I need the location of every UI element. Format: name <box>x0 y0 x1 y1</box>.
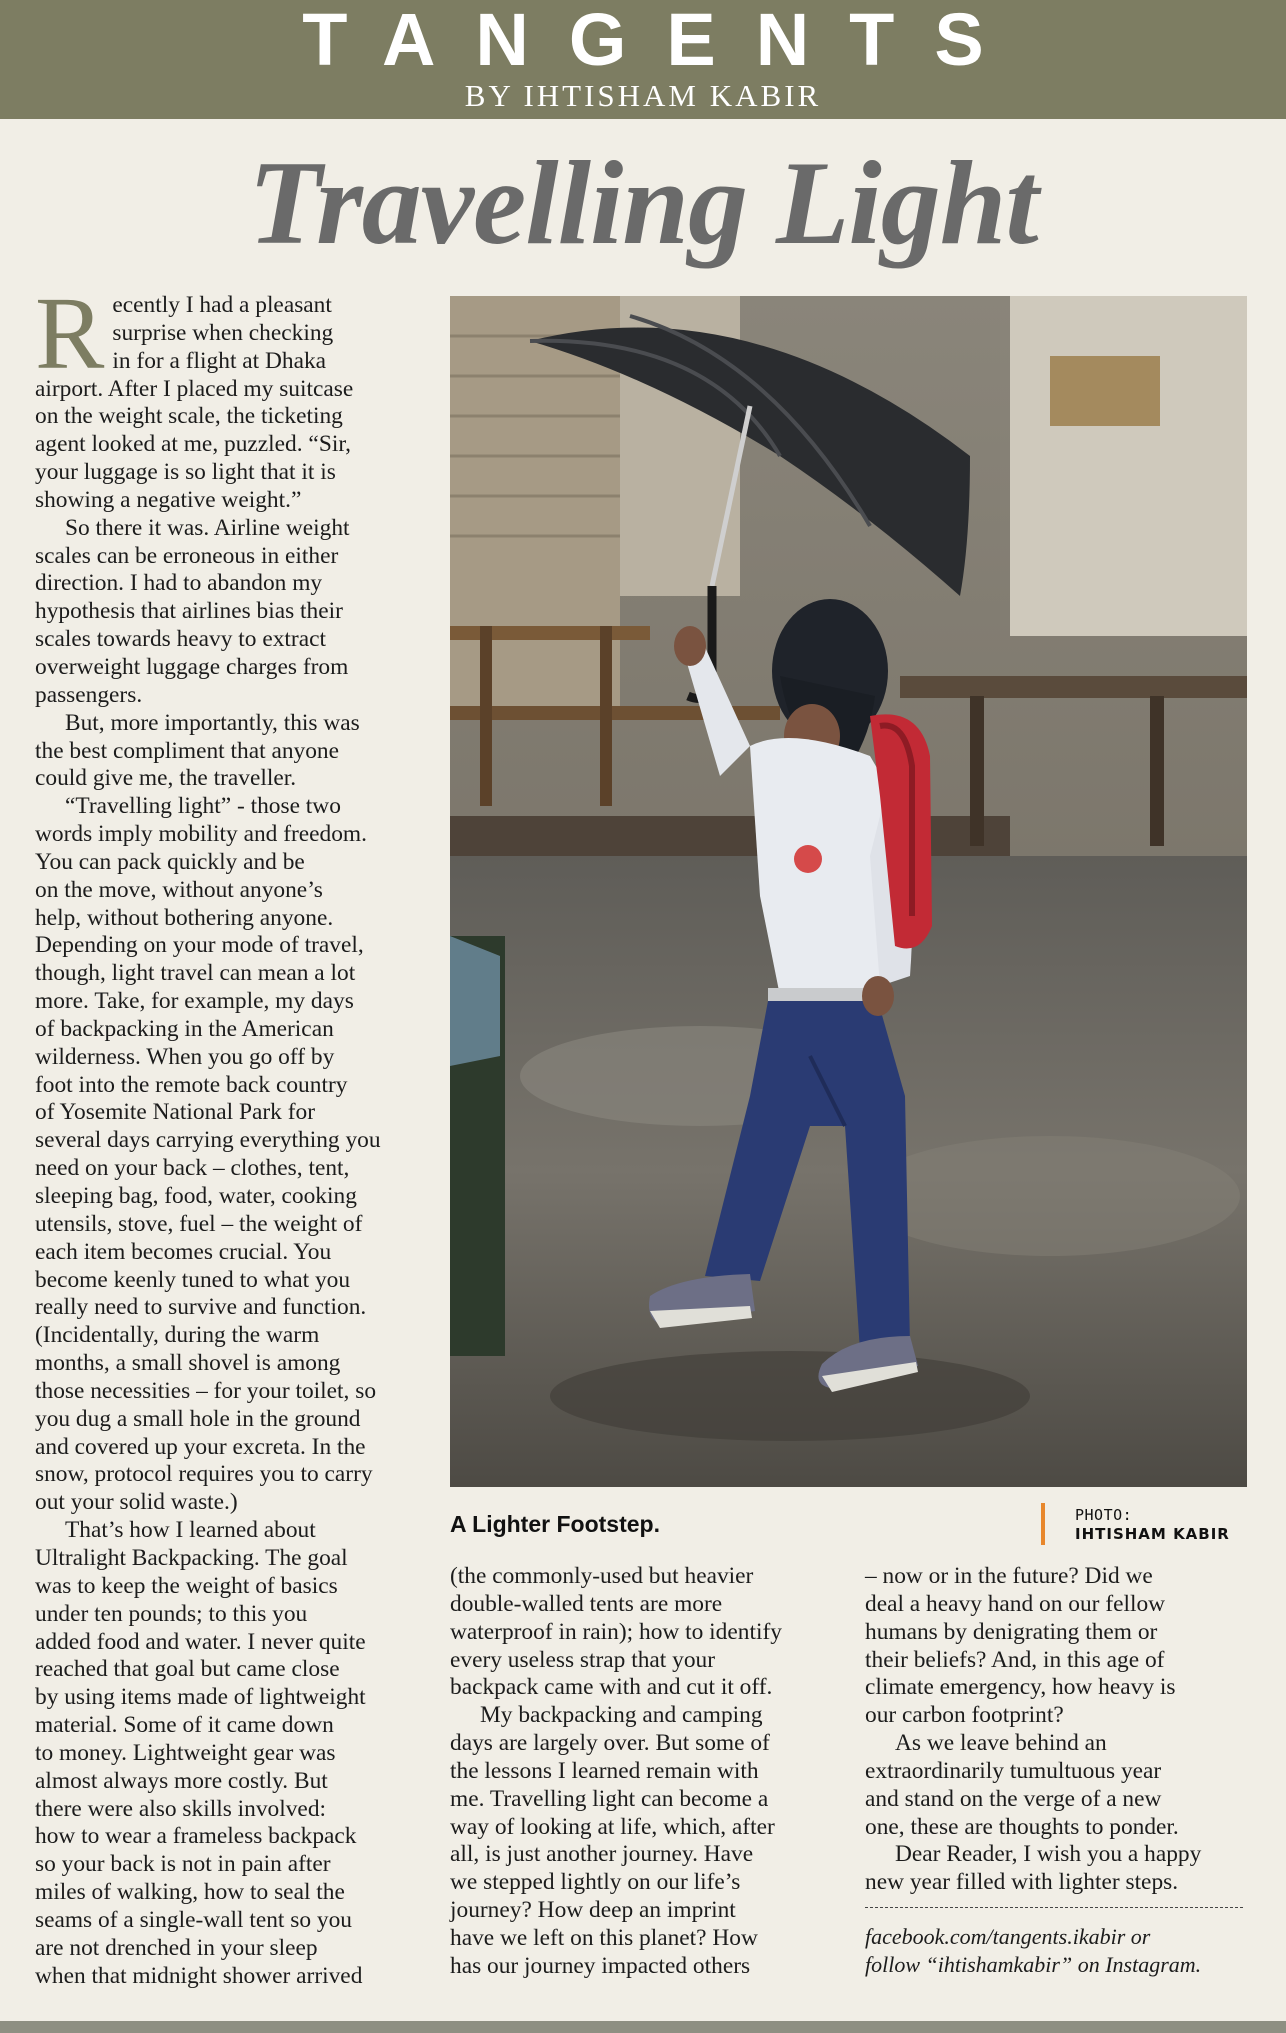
article-headline: Travelling Light <box>248 136 1038 269</box>
text-line: (Incidentally, during the warm <box>35 1322 320 1349</box>
photo-illustration <box>450 296 1247 1487</box>
text-line: so your back is not in pain after <box>35 1851 331 1878</box>
text-line: double-walled tents are more <box>450 1590 723 1617</box>
photo-credit <box>1075 1506 1230 1544</box>
text-line: airport. After I placed my suitcase <box>35 375 354 402</box>
text-line: those necessities – for your toilet, so <box>35 1377 377 1404</box>
text-line: the lessons I learned remain with <box>450 1757 759 1784</box>
text-line: in for a flight at Dhaka <box>112 347 327 374</box>
text-line: really need to survive and function. <box>35 1294 367 1321</box>
byline: BY IHTISHAM KABIR <box>464 78 822 113</box>
drop-cap: R <box>35 276 105 391</box>
text-line: has our journey impacted others <box>450 1952 751 1979</box>
text-line: seams of a single-wall tent so you <box>35 1906 353 1933</box>
text-line: are not drenched in your sleep <box>35 1934 318 1961</box>
text-line: of backpacking in the American <box>35 1015 334 1042</box>
text-line: wilderness. When you go off by <box>35 1043 335 1070</box>
text-line: humans by denigrating them or <box>865 1618 1158 1645</box>
article-column-1 <box>35 276 415 1990</box>
text-line: snow, protocol requires you to carry <box>35 1461 373 1488</box>
masthead <box>0 0 1286 119</box>
text-line: extraordinarily tumultuous year <box>865 1757 1162 1784</box>
text-line: As we leave behind an <box>895 1730 1107 1757</box>
text-line: on the move, without anyone’s <box>35 876 323 903</box>
text-line: several days carrying everything you <box>35 1127 381 1154</box>
article-photo <box>450 296 1247 1487</box>
text-line: climate emergency, how heavy is <box>865 1674 1176 1701</box>
text-line: though, light travel can mean a lot <box>35 960 356 987</box>
text-line: passengers. <box>35 681 143 708</box>
text-line: one, these are thoughts to ponder. <box>865 1813 1179 1840</box>
text-line: hypothesis that airlines bias their <box>35 598 343 625</box>
text-line: you dug a small hole in the ground <box>35 1405 361 1432</box>
text-line: out your solid waste.) <box>35 1489 238 1516</box>
text-line: But, more importantly, this was <box>65 709 360 736</box>
text-line: every useless strap that your <box>450 1646 716 1673</box>
text-line: “Travelling light” - those two <box>65 793 341 820</box>
text-line: direction. I had to abandon my <box>35 570 323 597</box>
text-line: more. Take, for example, my days <box>35 988 354 1015</box>
social-note <box>865 1923 1201 1979</box>
text-line: was to keep the weight of basics <box>35 1572 338 1599</box>
text-line: scales can be erroneous in either <box>35 542 339 569</box>
text-line: months, a small shovel is among <box>35 1350 341 1377</box>
text-line: utensils, stove, fuel – the weight of <box>35 1210 363 1237</box>
social-note-line: follow “ihtishamkabir” on Instagram. <box>865 1952 1202 1977</box>
text-line: overweight luggage charges from <box>35 653 349 680</box>
text-line: sleeping bag, food, water, cooking <box>35 1183 357 1209</box>
text-line: added food and water. I never quite <box>35 1628 366 1655</box>
text-line: their beliefs? And, in this age of <box>865 1646 1165 1673</box>
text-line: showing a negative weight.” <box>35 486 302 513</box>
text-line: our carbon footprint? <box>865 1702 1064 1729</box>
text-line: surprise when checking <box>112 319 334 346</box>
article-column-2 <box>450 1563 840 1981</box>
bottom-border <box>0 2021 1286 2033</box>
text-line: material. Some of it came down <box>35 1712 334 1739</box>
text-line: on the weight scale, the ticketing <box>35 403 343 430</box>
credit-accent-bar <box>1041 1503 1045 1545</box>
text-line: we stepped lightly on our life’s <box>450 1869 741 1896</box>
text-line: (the commonly-used but heavier <box>450 1563 754 1589</box>
text-line: way of looking at life, which, after <box>450 1813 775 1840</box>
text-line: me. Travelling light can become a <box>450 1785 769 1812</box>
text-line: to money. Lightweight gear was <box>35 1739 336 1766</box>
dashed-divider <box>865 1907 1243 1908</box>
text-line: need on your back – clothes, tent, <box>35 1155 350 1182</box>
text-line: when that midnight shower arrived <box>35 1962 363 1989</box>
text-line: of Yosemite National Park for <box>35 1099 316 1126</box>
text-line: could give me, the traveller. <box>35 765 297 792</box>
text-line: reached that goal but came close <box>35 1656 340 1683</box>
text-line: each item becomes crucial. You <box>35 1238 332 1265</box>
text-line: Ultralight Backpacking. The goal <box>35 1544 348 1571</box>
text-line: words imply mobility and freedom. <box>35 821 367 848</box>
text-line: under ten pounds; to this you <box>35 1600 308 1627</box>
article-column-3 <box>865 1563 1255 1897</box>
text-line: by using items made of lightweight <box>35 1684 366 1711</box>
text-line: all, is just another journey. Have <box>450 1841 754 1868</box>
text-line: almost always more costly. But <box>35 1767 328 1794</box>
text-line: days are largely over. But some of <box>450 1730 770 1757</box>
text-line: and covered up your excreta. In the <box>35 1433 366 1460</box>
text-line: foot into the remote back country <box>35 1071 348 1098</box>
text-line: become keenly tuned to what you <box>35 1266 351 1293</box>
text-line: there were also skills involved: <box>35 1795 327 1822</box>
text-line: the best compliment that anyone <box>35 737 339 764</box>
text-line: scales towards heavy to extract <box>35 626 326 653</box>
text-line: ecently I had a pleasant <box>112 292 332 318</box>
text-line: how to wear a frameless backpack <box>35 1823 357 1850</box>
text-line: your luggage is so light that it is <box>35 459 336 486</box>
text-line: journey? How deep an imprint <box>450 1897 736 1924</box>
text-line: deal a heavy hand on our fellow <box>865 1590 1166 1617</box>
photo-credit-name: IHTISHAM KABIR <box>1075 1525 1230 1543</box>
text-line: have we left on this planet? How <box>450 1924 758 1951</box>
text-line: My backpacking and camping <box>480 1702 763 1729</box>
social-note-line: facebook.com/tangents.ikabir or <box>865 1924 1151 1949</box>
text-line: new year filled with lighter steps. <box>865 1869 1179 1896</box>
text-line: You can pack quickly and be <box>35 848 305 875</box>
text-line: So there it was. Airline weight <box>65 514 350 541</box>
text-line: That’s how I learned about <box>65 1517 316 1544</box>
text-line: – now or in the future? Did we <box>865 1563 1153 1589</box>
text-line: waterproof in rain); how to identify <box>450 1618 782 1645</box>
text-line: Dear Reader, I wish you a happy <box>895 1841 1202 1868</box>
photo-caption: A Lighter Footstep. <box>450 1511 660 1537</box>
photo-credit-label: PHOTO: <box>1075 1506 1133 1524</box>
text-line: help, without bothering anyone. <box>35 904 334 931</box>
text-line: and stand on the verge of a new <box>865 1785 1162 1812</box>
text-line: backpack came with and cut it off. <box>450 1674 773 1701</box>
text-line: Depending on your mode of travel, <box>35 932 364 959</box>
text-line: agent looked at me, puzzled. “Sir, <box>35 431 352 458</box>
text-line: miles of walking, how to seal the <box>35 1879 345 1906</box>
column-title: TANGENTS <box>302 0 1024 81</box>
